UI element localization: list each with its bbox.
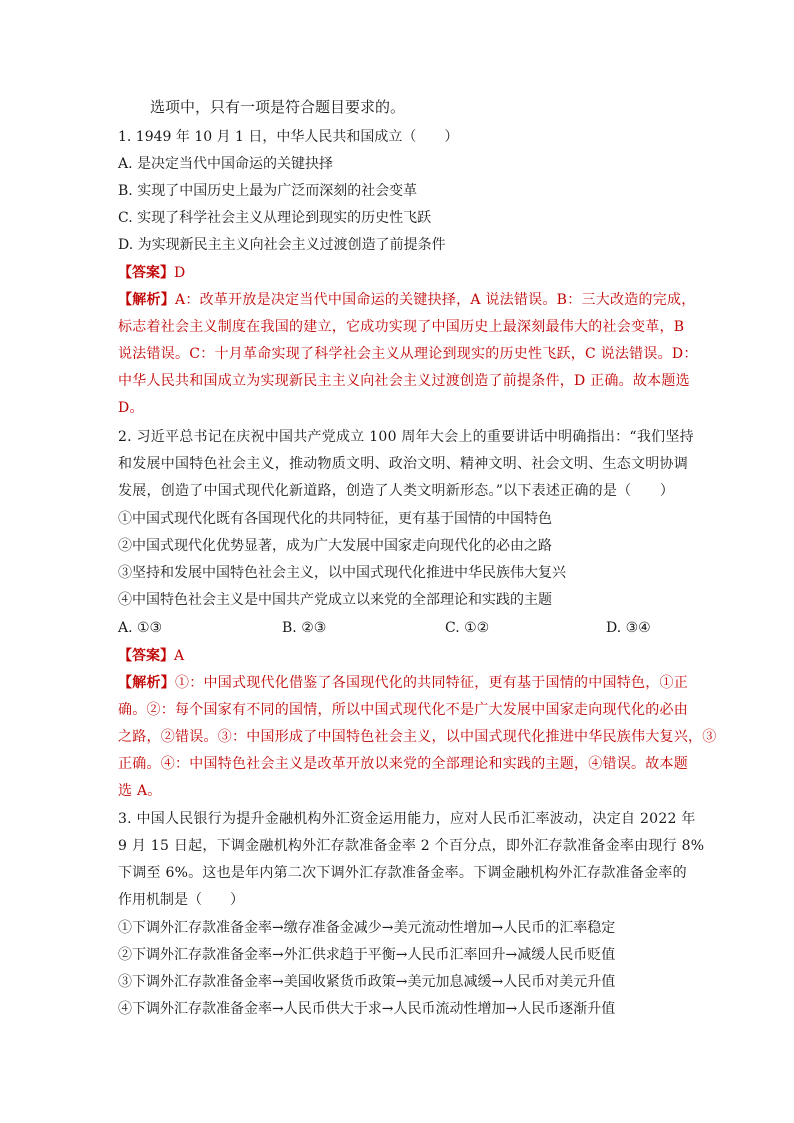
q1-answer-value: D (174, 265, 186, 281)
q2-choice-d: D. ③④ (606, 620, 651, 636)
q2-analysis-line-2: 确。②：每个国家有不同的国情，所以中国式现代化不是广大发展中国家走向现代化的必由 (118, 702, 688, 718)
q2-answer-value: A (174, 648, 185, 664)
q3-item-1: ①下调外汇存款准备金率→缴存准备金减少→美元流动性增加→人民币的汇率稳定 (118, 920, 616, 936)
q3-stem-line-2: 9 月 15 日起，下调金融机构外汇存款准备金率 2 个百分点，即外汇存款准备金率由现行 8% (118, 838, 705, 854)
q1-answer-tag: 【答案】 (118, 265, 174, 281)
q2-item-3: ③坚持和发展中国特色社会主义，以中国式现代化推进中华民族伟大复兴 (118, 565, 566, 581)
q2-analysis-line-3: 之路，②错误。③：中国形成了中国特色社会主义，以中国式现代化推进中华民族伟大复兴，③ (118, 729, 717, 745)
q1-analysis-line-1 (118, 291, 695, 309)
q2-item-4: ④中国特色社会主义是中国共产党成立以来党的全部理论和实践的主题 (118, 592, 552, 608)
q2-answer-tag: 【答案】 (118, 648, 174, 664)
q3-stem-line-3: 下调至 6%。这也是年内第二次下调外汇存款准备金率。下调金融机构外汇存款准备金率的 (118, 865, 687, 881)
q2-analysis-line-1 (118, 674, 688, 692)
q1-option-c: C. 实现了科学社会主义从理论到现实的历史性飞跃 (118, 210, 432, 226)
q2-answer (118, 647, 184, 665)
q1-answer (118, 264, 185, 282)
q1-analysis-tag: 【解析】 (118, 292, 175, 308)
q3-item-2: ②下调外汇存款准备金率→外汇供求趋于平衡→人民币汇率回升→减缓人民币贬值 (118, 947, 616, 963)
q1-analysis-line-2: 标志着社会主义制度在我国的建立，它成功实现了中国历史上最深刻最伟大的社会变革，B (118, 319, 685, 335)
q2-stem-line-3: 发展，创造了中国式现代化新道路，创造了人类文明新形态。”以下表述正确的是（ ） (118, 483, 675, 499)
q1-analysis-line-4: 中华人民共和国成立为实现新民主主义向社会主义过渡创造了前提条件，D 正确。故本题选 (118, 373, 690, 389)
q1-stem: 1. 1949 年 10 月 1 日，中华人民共和国成立（ ） (118, 129, 459, 145)
q1-analysis-line-5: D。 (118, 400, 144, 416)
q3-item-4: ④下调外汇存款准备金率→人民币供大于求→人民币流动性增加→人民币逐渐升值 (118, 1001, 616, 1017)
q3-stem-line-1: 3. 中国人民银行为提升金融机构外汇资金运用能力，应对人民币汇率波动，决定自 2022 年 (118, 811, 696, 827)
q2-analysis-tag: 【解析】 (118, 675, 175, 691)
section-intro: 选项中，只有一项是符合题目要求的。 (150, 98, 406, 116)
q2-stem-line-2: 和发展中国特色社会主义，推动物质文明、政治文明、精神文明、社会文明、生态文明协调 (118, 456, 688, 472)
q2-choice-b: B. ②③ (282, 620, 327, 636)
q1-option-d: D. 为实现新民主主义向社会主义过渡创造了前提条件 (118, 237, 446, 253)
q1-option-a: A. 是决定当代中国命运的关键抉择 (118, 156, 334, 172)
q2-choice-c: C. ①② (445, 620, 490, 636)
q2-stem-line-1: 2. 习近平总书记在庆祝中国共产党成立 100 周年大会上的重要讲话中明确指出：“我们坚持 (118, 429, 694, 445)
q1-analysis-text-1: A：改革开放是决定当代中国命运的关键抉择，A 说法错误。B：三大改造的完成， (175, 292, 696, 308)
q2-item-2: ②中国式现代化优势显著，成为广大发展中国家走向现代化的必由之路 (118, 538, 552, 554)
q2-analysis-text-1: ①：中国式现代化借鉴了各国现代化的共同特征，更有基于国情的中国特色，①正 (175, 675, 688, 691)
q1-analysis-line-3: 说法错误。C：十月革命实现了科学社会主义从理论到现实的历史性飞跃，C 说法错误。D： (118, 346, 698, 362)
q2-analysis-line-5: 选 A。 (118, 783, 162, 799)
q2-analysis-line-4: 正确。④：中国特色社会主义是改革开放以来党的全部理论和实践的主题，④错误。故本题 (118, 756, 688, 772)
q1-option-b: B. 实现了中国历史上最为广泛而深刻的社会变革 (118, 183, 418, 199)
q2-choice-a: A. ①③ (118, 620, 163, 636)
q3-item-3: ③下调外汇存款准备金率→美国收紧货币政策→美元加息减缓→人民币对美元升值 (118, 974, 616, 990)
q3-stem-line-4: 作用机制是（ ） (118, 892, 244, 908)
q2-item-1: ①中国式现代化既有各国现代化的共同特征，更有基于国情的中国特色 (118, 511, 552, 527)
